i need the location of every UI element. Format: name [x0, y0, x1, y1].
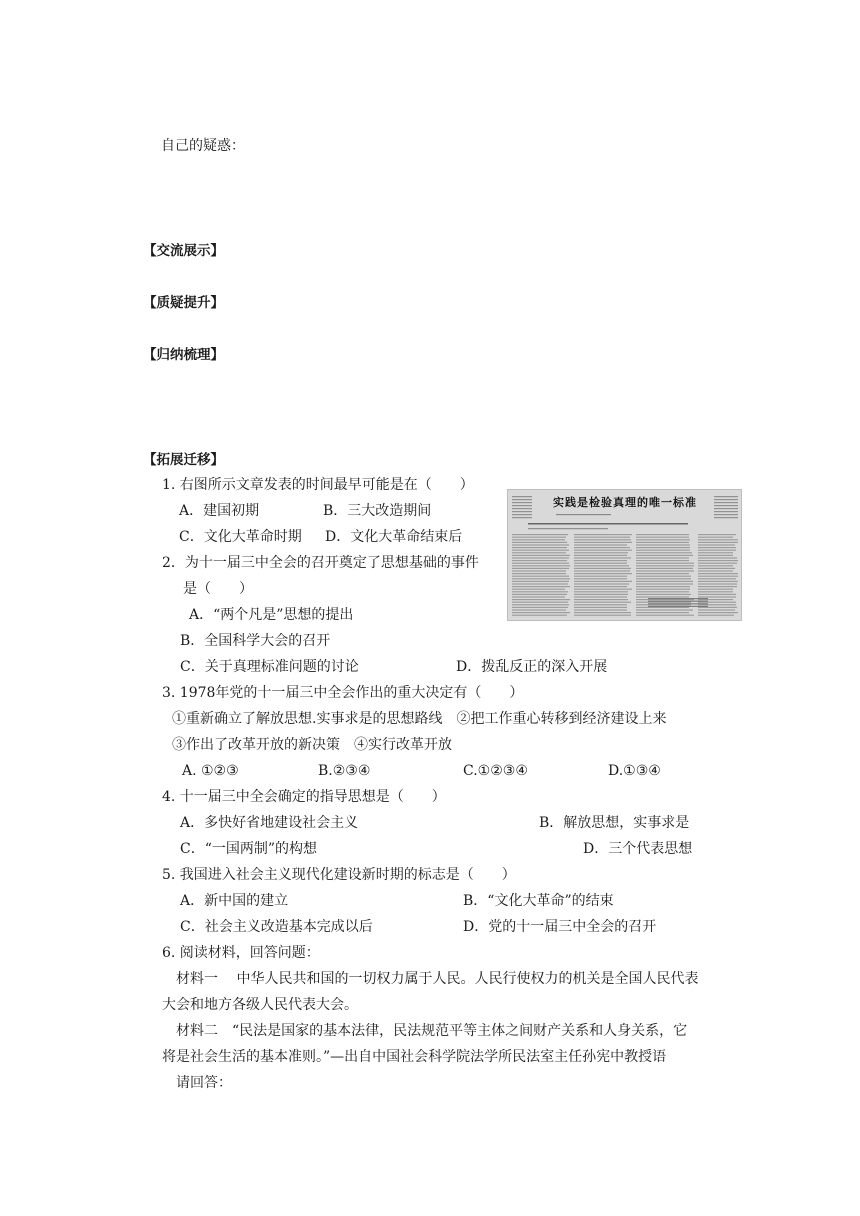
q5-stem: 5. 我国进入社会主义现代化建设新时期的标志是（ ）: [162, 867, 516, 883]
q1-option-b: B．三大改造期间: [323, 503, 432, 519]
q2-option-d: D．拨乱反正的深入开展: [456, 659, 608, 675]
q3-option-d: D.①③④: [608, 763, 661, 779]
q1-option-c: C．文化大革命时期: [179, 529, 302, 545]
q4-option-d: D．三个代表思想: [583, 841, 693, 857]
q1-option-a: A．建国初期: [179, 503, 260, 519]
q3-items-line2: ③作出了改革开放的新决策 ④实行改革开放: [172, 737, 452, 753]
q4-option-b: B．解放思想，实事求是: [539, 815, 690, 831]
section-summary: 【归纳梳理】: [143, 347, 224, 363]
section-extend: 【拓展迁移】: [143, 452, 224, 468]
section-exchange: 【交流展示】: [143, 243, 224, 259]
q6-stem: 6. 阅读材料，回答问题：: [162, 945, 320, 961]
q6-material1-line1: 材料一 中华人民共和国的一切权力属于人民。人民行使权力的机关是全国人民代表: [176, 971, 699, 987]
q4-option-c: C．“一国两制”的构想: [180, 841, 318, 857]
q1-option-d: D．文化大革命结束后: [325, 529, 463, 545]
q2-option-c: C．关于真理标准问题的讨论: [180, 659, 359, 675]
q5-option-b: B．“文化大革命”的结束: [463, 893, 614, 909]
q2-option-b: B．全国科学大会的召开: [180, 633, 331, 649]
q2-stem-line1: 2．为十一届三中全会的召开奠定了思想基础的事件: [162, 555, 479, 571]
q3-option-c: C.①②③④: [463, 763, 528, 779]
q3-option-b: B.②③④: [318, 763, 371, 779]
doubt-prompt: 自己的疑惑：: [161, 138, 245, 154]
q6-material2-line1: 材料二 “民法是国家的基本法律，民法规范平等主体之间财产关系和人身关系，它: [176, 1023, 688, 1039]
q6-answer-prompt: 请回答：: [176, 1075, 232, 1091]
q6-material1-line2: 大会和地方各级人民代表大会。: [162, 997, 358, 1013]
q5-option-c: C．社会主义改造基本完成以后: [180, 919, 373, 935]
q4-option-a: A．多快好省地建设社会主义: [180, 815, 359, 831]
q2-option-a: A．“两个凡是”思想的提出: [189, 607, 354, 623]
newspaper-headline: 实践是检验真理的唯一标准: [553, 496, 697, 509]
section-question: 【质疑提升】: [143, 295, 224, 311]
q3-stem: 3. 1978年党的十一届三中全会作出的重大决定有（ ）: [162, 685, 524, 701]
q5-option-a: A．新中国的建立: [180, 893, 289, 909]
q1-stem: 1. 右图所示文章发表的时间最早可能是在（ ）: [162, 477, 474, 493]
q2-stem-line2: 是（ ）: [183, 581, 253, 597]
q6-material2-line2: 将是社会生活的基本准则。”—出自中国社会科学院法学所民法室主任孙宪中教授语: [162, 1049, 667, 1065]
q3-option-a: A. ①②③: [182, 763, 239, 779]
q4-stem: 4. 十一届三中全会确定的指导思想是（ ）: [162, 789, 446, 805]
newspaper-clipping-image: [507, 489, 742, 621]
q3-items-line1: ①重新确立了解放思想.实事求是的思想路线 ②把工作重心转移到经济建设上来: [172, 711, 667, 727]
q5-option-d: D．党的十一届三中全会的召开: [463, 919, 657, 935]
